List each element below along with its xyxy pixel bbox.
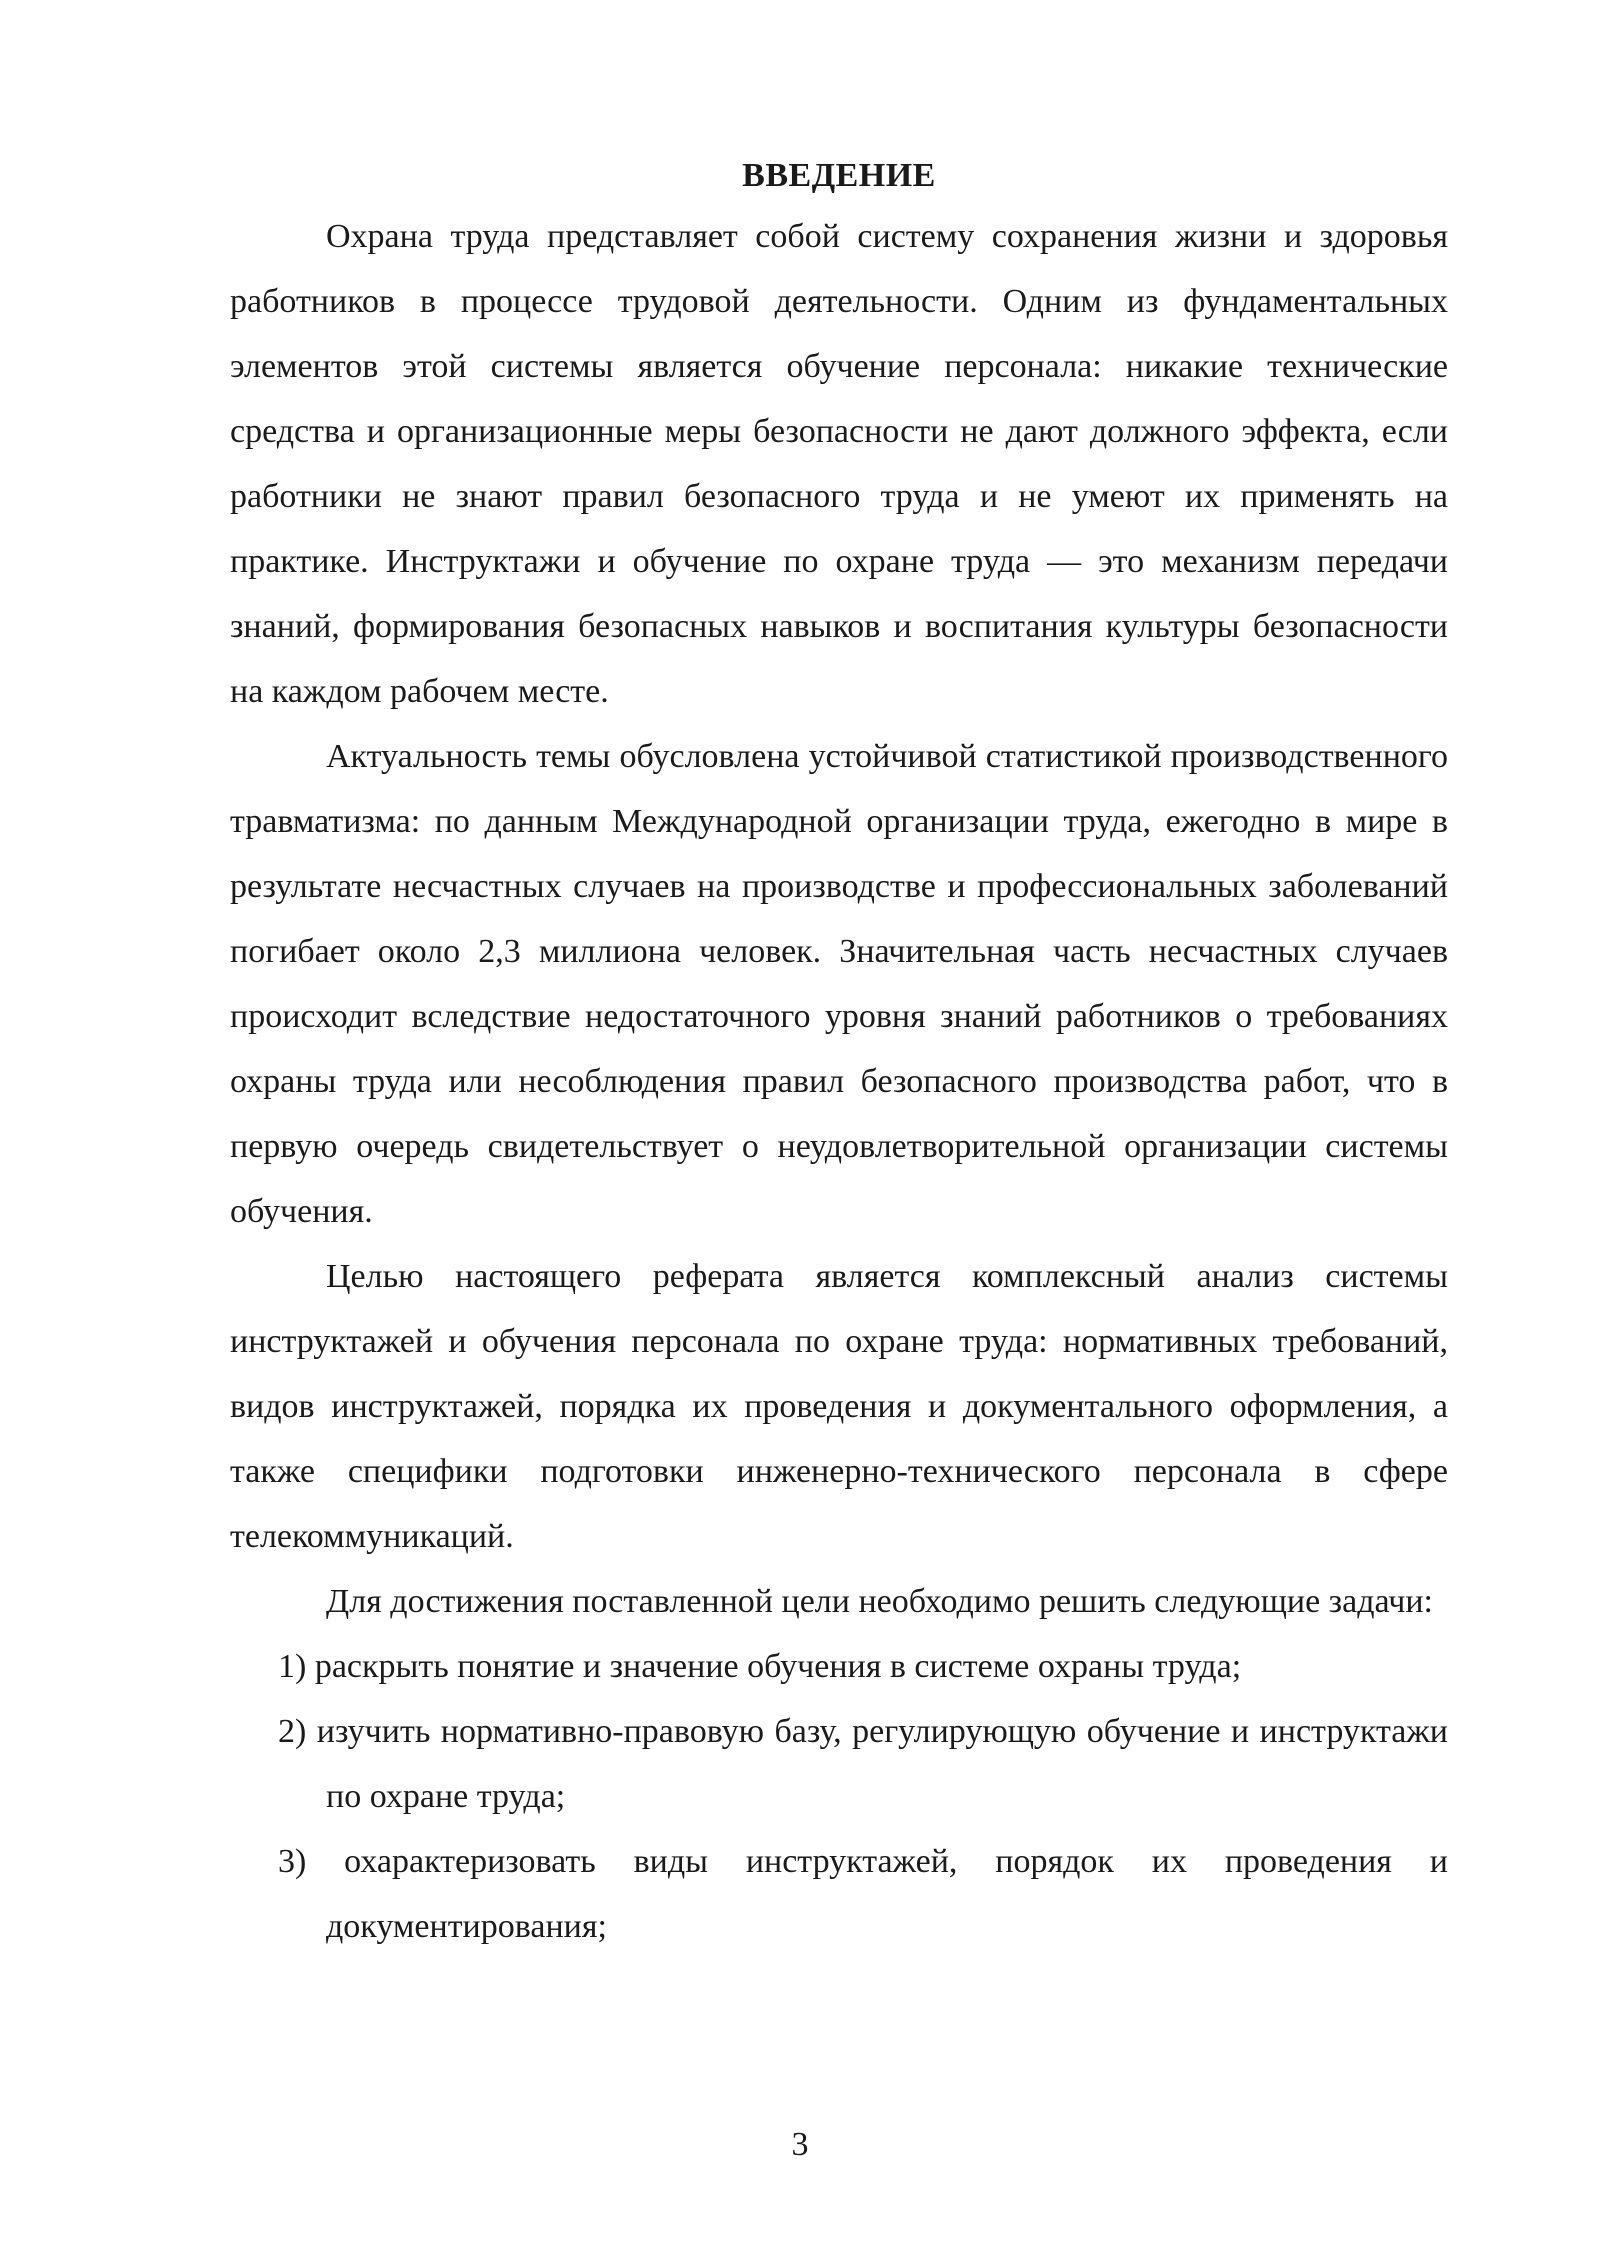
task-item-2: 2) изучить нормативно-правовую базу, регулирующую обучение и инструктажи по охране труда; xyxy=(278,1713,1448,1815)
task-item-1: 1) раскрыть понятие и значение обучения в системе охраны труда; xyxy=(278,1648,1242,1685)
page-number: 3 xyxy=(791,2126,809,2163)
paragraph-goal: Целью настоящего реферата является комплексный анализ системы инструктажей и обучения персонала по охране труда: нормативных требований, видов инструктажей, порядка их проведения и документального оформления, а также специфики подготовки инженерно-технического персонала в сфере телекоммуникаций. xyxy=(230,1258,1448,1555)
task-item-3: 3) охарактеризовать виды инструктажей, порядок их проведения и документирования; xyxy=(278,1843,1448,1945)
page-content xyxy=(230,148,1448,1959)
paragraph-relevance: Актуальность темы обусловлена устойчивой статистикой производственного травматизма: по данным Международной организации труда, ежегодно в мире в результате несчастных случаев на производстве и профессиональных заболеваний погибает около 2,3 миллиона человек. Значительная часть несчастных случаев происходит вследствие недостаточного уровня знаний работников о требованиях охраны труда или несоблюдения правил безопасного производства работ, что в первую очередь свидетельствует о неудовлетворительной организации системы обучения. xyxy=(230,738,1448,1230)
paragraph-tasks-lead: Для достижения поставленной цели необходимо решить следующие задачи: xyxy=(326,1583,1433,1620)
section-title: ВВЕДЕНИЕ xyxy=(742,157,936,194)
paragraph-intro: Охрана труда представляет собой систему сохранения жизни и здоровья работников в процессе трудовой деятельности. Одним из фундаментальных элементов этой системы является обучение персонала: никакие технические средства и организационные меры безопасности не дают должного эффекта, если работники не знают правил безопасного труда и не умеют их применять на практике. Инструктажи и обучение по охране труда — это механизм передачи знаний, формирования безопасных навыков и воспитания культуры безопасности на каждом рабочем месте. xyxy=(230,218,1448,710)
